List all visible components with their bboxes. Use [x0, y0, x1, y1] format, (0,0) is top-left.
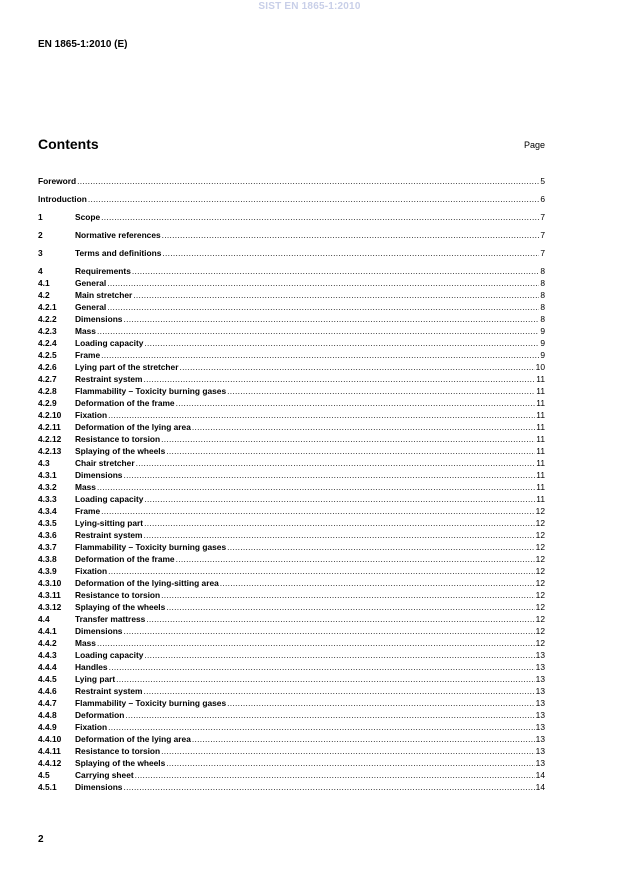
toc-leader-dots [123, 313, 539, 325]
toc-entry-number: 4.3.9 [38, 566, 57, 576]
toc-entry-title: Normative references [75, 230, 161, 240]
toc-leader-dots [227, 697, 535, 709]
toc-entry-number: 4.4.5 [38, 674, 57, 684]
toc-entry[interactable] [38, 577, 545, 589]
toc-leader-dots [77, 175, 539, 187]
toc-entry[interactable] [38, 529, 545, 541]
toc-entry-number: 4 [38, 266, 43, 276]
toc-leader-dots [132, 265, 539, 277]
toc-entry[interactable] [38, 361, 545, 373]
toc-entry[interactable] [38, 589, 545, 601]
toc-entry[interactable] [38, 229, 545, 241]
toc-entry-number: 4.3.10 [38, 578, 62, 588]
toc-entry-page: 12 [535, 542, 545, 552]
toc-entry-number: 4.2.11 [38, 422, 61, 432]
toc-leader-dots [144, 493, 535, 505]
toc-entry-page: 8 [540, 302, 545, 312]
toc-entry-title: Terms and definitions [75, 248, 162, 258]
toc-entry[interactable] [38, 745, 545, 757]
toc-entry-page: 7 [540, 230, 545, 240]
toc-leader-dots [107, 277, 539, 289]
toc-leader-dots [123, 625, 534, 637]
toc-entry-number: 4.4.2 [38, 638, 57, 648]
toc-entry[interactable] [38, 757, 545, 769]
toc-entry[interactable] [38, 175, 545, 187]
toc-entry-title: Restraint system [75, 530, 143, 540]
toc-entry[interactable] [38, 469, 545, 481]
toc-entry-number: 4.2.5 [38, 350, 57, 360]
toc-entry-number: 4.2.13 [38, 446, 62, 456]
toc-entry-page: 13 [535, 758, 545, 768]
toc-entry-number: 4.2.1 [38, 302, 57, 312]
toc-entry-page: 13 [535, 710, 545, 720]
toc-entry-number: 1 [38, 212, 43, 222]
toc-leader-dots [136, 457, 536, 469]
toc-entry-number: 4.1 [38, 278, 50, 288]
toc-entry-title: Dimensions [75, 782, 123, 792]
toc-entry[interactable] [38, 313, 545, 325]
toc-entry[interactable] [38, 265, 545, 277]
toc-entry-title: Restraint system [75, 686, 143, 696]
toc-leader-dots [166, 601, 534, 613]
toc-entry-page: 10 [535, 362, 545, 372]
toc-entry-page: 12 [535, 602, 545, 612]
toc-leader-dots [109, 661, 535, 673]
toc-leader-dots [108, 565, 535, 577]
toc-leader-dots [162, 229, 540, 241]
toc-entry[interactable] [38, 211, 545, 223]
toc-entry[interactable] [38, 733, 545, 745]
toc-entry-page: 13 [535, 746, 545, 756]
toc-entry-number: 4.3.11 [38, 590, 61, 600]
toc-leader-dots [176, 553, 535, 565]
toc-entry-title: Splaying of the wheels [75, 446, 166, 456]
toc-entry-page: 12 [535, 530, 545, 540]
toc-entry[interactable] [38, 409, 545, 421]
toc-entry-title: Transfer mattress [75, 614, 146, 624]
toc-entry-page: 11 [536, 434, 545, 444]
toc-entry-title: Lying part of the stretcher [75, 362, 179, 372]
toc-entry-title: Deformation of the lying area [75, 422, 191, 432]
toc-entry-title: Mass [75, 638, 96, 648]
toc-entry-title: Loading capacity [75, 494, 144, 504]
toc-entry[interactable] [38, 781, 545, 793]
toc-entry[interactable] [38, 289, 545, 301]
table-of-contents [38, 175, 545, 793]
toc-entry-page: 11 [536, 422, 545, 432]
toc-entry-number: 4.2.10 [38, 410, 62, 420]
toc-entry-title: Introduction [38, 194, 87, 204]
toc-entry[interactable] [38, 433, 545, 445]
toc-entry-page: 13 [535, 686, 545, 696]
toc-entry-page: 12 [535, 590, 545, 600]
toc-leader-dots [192, 421, 535, 433]
toc-leader-dots [144, 373, 536, 385]
toc-entry-number: 4.4.3 [38, 650, 57, 660]
toc-entry[interactable] [38, 709, 545, 721]
toc-leader-dots [123, 469, 535, 481]
toc-entry-number: 4.3.5 [38, 518, 57, 528]
toc-entry[interactable] [38, 349, 545, 361]
toc-entry-page: 8 [540, 314, 545, 324]
toc-entry[interactable] [38, 277, 545, 289]
toc-entry-title: Frame [75, 506, 101, 516]
toc-entry-title: Lying part [75, 674, 116, 684]
toc-entry-page: 11 [536, 374, 545, 384]
toc-entry-page: 8 [540, 266, 545, 276]
toc-entry-number: 4.2.3 [38, 326, 57, 336]
toc-entry-page: 6 [540, 194, 545, 204]
toc-leader-dots [97, 637, 535, 649]
toc-entry-page: 8 [540, 290, 545, 300]
toc-entry-number: 4.4 [38, 614, 50, 624]
toc-entry[interactable] [38, 445, 545, 457]
watermark: SIST EN 1865-1:2010 [258, 1, 361, 12]
toc-entry[interactable] [38, 661, 545, 673]
toc-entry-title: Splaying of the wheels [75, 602, 166, 612]
toc-entry[interactable] [38, 721, 545, 733]
toc-entry[interactable] [38, 601, 545, 613]
toc-leader-dots [166, 757, 534, 769]
toc-entry-page: 12 [535, 518, 545, 528]
toc-entry-number: 4.3.6 [38, 530, 57, 540]
toc-entry-number: 4.2.12 [38, 434, 62, 444]
toc-entry-page: 14 [535, 782, 545, 792]
toc-leader-dots [125, 709, 534, 721]
toc-entry[interactable] [38, 637, 545, 649]
toc-entry-page: 9 [540, 338, 545, 348]
toc-leader-dots [144, 529, 535, 541]
toc-entry[interactable] [38, 769, 545, 781]
toc-entry[interactable] [38, 373, 545, 385]
toc-entry-title: Flammability – Toxicity burning gases [75, 386, 227, 396]
toc-leader-dots [179, 361, 534, 373]
toc-entry-title: Loading capacity [75, 650, 144, 660]
toc-entry-title: Resistance to torsion [75, 590, 161, 600]
toc-entry[interactable] [38, 673, 545, 685]
toc-entry-title: Deformation of the lying-sitting area [75, 578, 219, 588]
toc-entry-page: 13 [535, 734, 545, 744]
toc-entry[interactable] [38, 553, 545, 565]
toc-entry-number: 4.3.12 [38, 602, 62, 612]
toc-leader-dots [144, 649, 534, 661]
toc-entry-page: 9 [540, 326, 545, 336]
toc-entry-title: Resistance to torsion [75, 746, 161, 756]
toc-leader-dots [101, 211, 539, 223]
toc-entry-number: 4.4.12 [38, 758, 62, 768]
toc-entry-title: Flammability – Toxicity burning gases [75, 698, 227, 708]
toc-entry[interactable] [38, 649, 545, 661]
toc-entry-number: 4.3.8 [38, 554, 57, 564]
toc-entry-number: 4.5.1 [38, 782, 57, 792]
toc-entry-title: Main stretcher [75, 290, 133, 300]
toc-entry-title: General [75, 302, 107, 312]
toc-entry-page: 7 [540, 248, 545, 258]
toc-leader-dots [101, 505, 535, 517]
toc-leader-dots [166, 445, 535, 457]
toc-entry-number: 4.2.6 [38, 362, 57, 372]
toc-entry-title: Scope [75, 212, 101, 222]
toc-entry[interactable] [38, 565, 545, 577]
toc-entry-page: 11 [536, 482, 545, 492]
toc-entry-number: 4.3.7 [38, 542, 57, 552]
toc-entry-page: 11 [536, 470, 545, 480]
toc-leader-dots [162, 247, 539, 259]
toc-entry-page: 7 [540, 212, 545, 222]
toc-entry-number: 4.4.8 [38, 710, 57, 720]
toc-entry[interactable] [38, 613, 545, 625]
toc-leader-dots [107, 301, 539, 313]
toc-entry-page: 11 [536, 398, 545, 408]
toc-entry-title: Foreword [38, 176, 77, 186]
toc-entry-title: Chair stretcher [75, 458, 135, 468]
toc-leader-dots [88, 193, 539, 205]
toc-entry[interactable] [38, 541, 545, 553]
toc-leader-dots [133, 289, 539, 301]
toc-entry[interactable] [38, 385, 545, 397]
toc-entry-number: 4.3.1 [38, 470, 57, 480]
toc-entry-title: Lying-sitting part [75, 518, 144, 528]
toc-leader-dots [192, 733, 535, 745]
toc-entry-title: Deformation of the lying area [75, 734, 191, 744]
toc-entry-page: 11 [536, 410, 545, 420]
toc-entry-page: 11 [536, 386, 545, 396]
toc-entry-title: Deformation [75, 710, 125, 720]
toc-entry-title: Loading capacity [75, 338, 144, 348]
toc-entry-page: 9 [540, 350, 545, 360]
toc-entry-title: General [75, 278, 107, 288]
toc-entry-page: 11 [536, 446, 545, 456]
toc-entry-page: 12 [535, 614, 545, 624]
toc-leader-dots [108, 721, 535, 733]
toc-entry-number: 4.2.7 [38, 374, 57, 384]
page-column-label: Page [523, 140, 545, 150]
toc-entry-number: 4.4.9 [38, 722, 57, 732]
toc-entry-page: 13 [535, 662, 545, 672]
toc-leader-dots [227, 385, 535, 397]
toc-entry[interactable] [38, 493, 545, 505]
toc-entry-title: Dimensions [75, 470, 123, 480]
toc-leader-dots [108, 409, 535, 421]
toc-leader-dots [116, 673, 535, 685]
toc-entry-number: 4.2.9 [38, 398, 57, 408]
toc-entry-number: 3 [38, 248, 43, 258]
toc-entry-title: Deformation of the frame [75, 554, 175, 564]
toc-entry[interactable] [38, 517, 545, 529]
toc-entry-title: Resistance to torsion [75, 434, 161, 444]
toc-entry-page: 11 [536, 494, 545, 504]
toc-entry[interactable] [38, 247, 545, 259]
toc-entry[interactable] [38, 697, 545, 709]
toc-leader-dots [176, 397, 536, 409]
toc-entry-title: Dimensions [75, 626, 123, 636]
toc-leader-dots [101, 349, 539, 361]
toc-leader-dots [227, 541, 535, 553]
toc-entry-number: 4.4.1 [38, 626, 57, 636]
toc-leader-dots [161, 433, 535, 445]
toc-entry[interactable] [38, 625, 545, 637]
toc-entry-number: 4.2 [38, 290, 50, 300]
toc-entry-page: 14 [535, 770, 545, 780]
toc-entry-number: 4.2.4 [38, 338, 57, 348]
toc-entry-number: 4.4.11 [38, 746, 61, 756]
toc-entry-page: 12 [535, 554, 545, 564]
toc-entry-number: 4.4.6 [38, 686, 57, 696]
toc-entry-page: 13 [535, 698, 545, 708]
toc-entry[interactable] [38, 397, 545, 409]
toc-leader-dots [135, 769, 535, 781]
toc-entry-number: 4.5 [38, 770, 50, 780]
toc-entry-page: 12 [535, 626, 545, 636]
toc-leader-dots [97, 481, 535, 493]
toc-entry-title: Fixation [75, 566, 108, 576]
toc-entry-number: 4.3 [38, 458, 50, 468]
toc-leader-dots [161, 589, 535, 601]
page-number: 2 [38, 834, 44, 845]
contents-heading: Contents [38, 136, 99, 152]
toc-leader-dots [97, 325, 539, 337]
toc-entry[interactable] [38, 481, 545, 493]
toc-entry-number: 4.3.2 [38, 482, 57, 492]
toc-entry[interactable] [38, 421, 545, 433]
toc-entry-number: 4.4.7 [38, 698, 57, 708]
toc-entry-title: Splaying of the wheels [75, 758, 166, 768]
toc-leader-dots [144, 685, 535, 697]
toc-entry-title: Dimensions [75, 314, 123, 324]
toc-entry-page: 12 [535, 638, 545, 648]
toc-entry-number: 4.2.2 [38, 314, 57, 324]
toc-entry-title: Handles [75, 662, 108, 672]
toc-entry-title: Frame [75, 350, 101, 360]
toc-entry-title: Requirements [75, 266, 131, 276]
toc-entry-page: 11 [536, 458, 545, 468]
toc-entry-page: 13 [535, 674, 545, 684]
toc-entry-number: 2 [38, 230, 43, 240]
toc-entry[interactable] [38, 301, 545, 313]
toc-entry-title: Mass [75, 482, 96, 492]
toc-entry-number: 4.4.4 [38, 662, 57, 672]
toc-entry[interactable] [38, 505, 545, 517]
toc-entry-page: 12 [535, 578, 545, 588]
toc-entry[interactable] [38, 193, 545, 205]
toc-entry-page: 5 [540, 176, 545, 186]
toc-entry[interactable] [38, 457, 545, 469]
toc-entry-number: 4.4.10 [38, 734, 62, 744]
toc-entry-number: 4.3.4 [38, 506, 57, 516]
document-id: EN 1865-1:2010 (E) [38, 39, 128, 50]
toc-entry[interactable] [38, 337, 545, 349]
toc-entry-title: Fixation [75, 722, 108, 732]
toc-leader-dots [144, 337, 539, 349]
toc-entry-page: 13 [535, 722, 545, 732]
toc-entry-title: Flammability – Toxicity burning gases [75, 542, 227, 552]
toc-entry-page: 12 [535, 506, 545, 516]
toc-entry[interactable] [38, 685, 545, 697]
toc-entry-number: 4.2.8 [38, 386, 57, 396]
toc-leader-dots [146, 613, 534, 625]
toc-entry-page: 12 [535, 566, 545, 576]
toc-leader-dots [123, 781, 534, 793]
toc-entry-title: Fixation [75, 410, 108, 420]
toc-entry-number: 4.3.3 [38, 494, 57, 504]
toc-entry-page: 13 [535, 650, 545, 660]
toc-entry-title: Deformation of the frame [75, 398, 175, 408]
toc-entry-title: Carrying sheet [75, 770, 134, 780]
toc-leader-dots [161, 745, 535, 757]
toc-entry-title: Restraint system [75, 374, 143, 384]
toc-entry[interactable] [38, 325, 545, 337]
toc-leader-dots [220, 577, 535, 589]
toc-entry-title: Mass [75, 326, 96, 336]
toc-leader-dots [144, 517, 535, 529]
toc-entry-page: 8 [540, 278, 545, 288]
